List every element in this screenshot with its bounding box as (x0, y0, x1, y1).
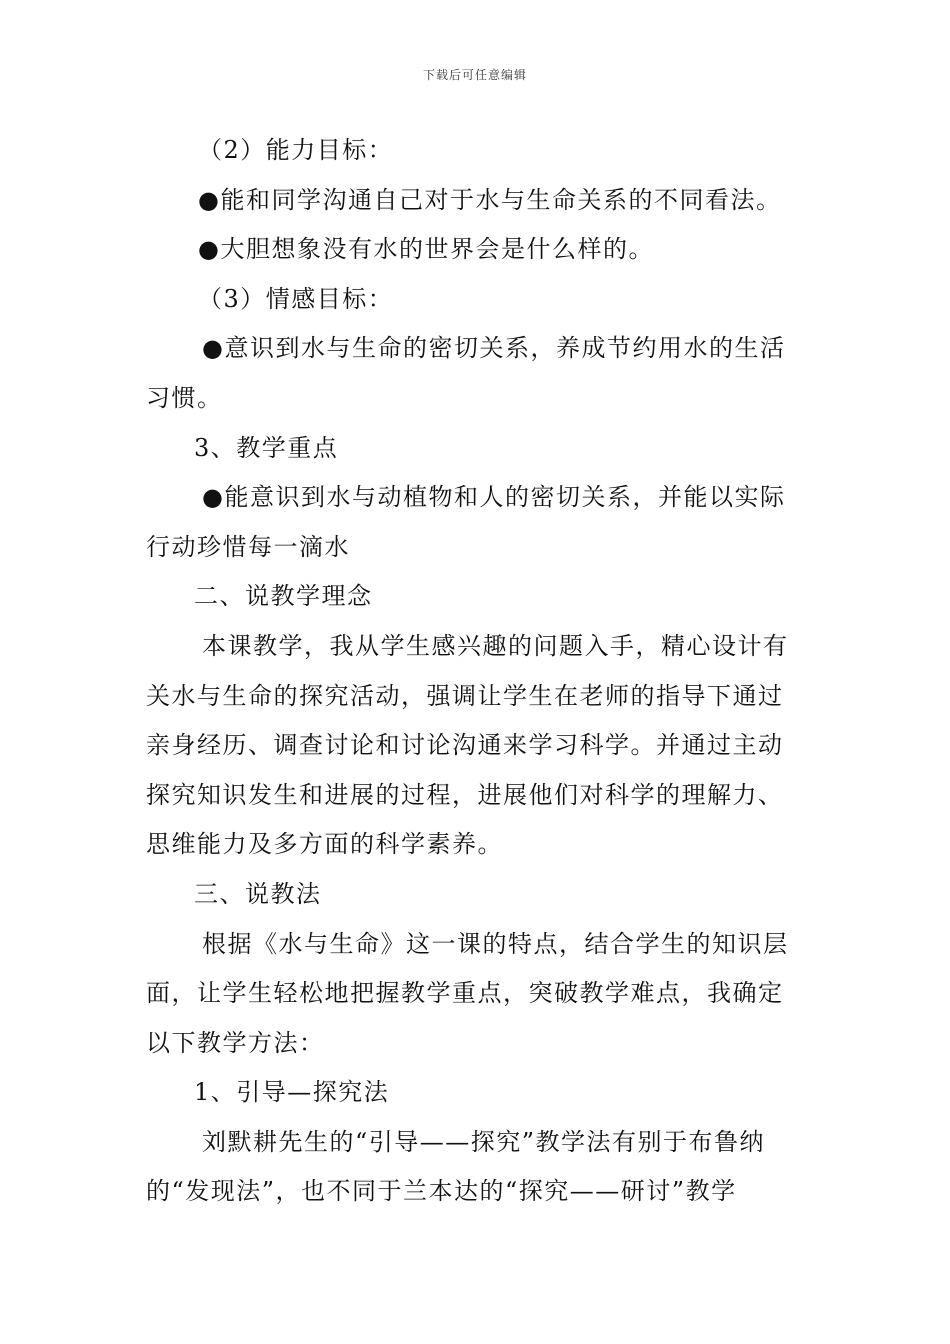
text-line: ●能和同学沟通自己对于水与生命关系的不同看法。 (198, 185, 782, 214)
document-body (146, 126, 808, 1217)
text-line: 1、引导—探究法 (194, 1078, 390, 1107)
text-line: 面，让学生轻松地把握教学重点，突破教学难点，我确定 (146, 979, 784, 1008)
text-line: 以下教学方法： (146, 1028, 325, 1057)
text-line: 习惯。 (146, 383, 223, 412)
text-line: ●意识到水与生命的密切关系，养成节约用水的生活 (202, 334, 786, 363)
text-line: 3、教学重点 (194, 433, 339, 462)
text-line: 本课教学，我从学生感兴趣的问题入手，精心设计有 (202, 631, 789, 660)
text-line: ●大胆想象没有水的世界会是什么样的。 (198, 235, 654, 264)
text-line: ●能意识到水与动植物和人的密切关系，并能以实际 (202, 483, 786, 512)
text-line: 的“发现法”，也不同于兰本达的“探究——研讨”教学 (146, 1177, 737, 1206)
text-line: 亲身经历、调查讨论和讨论沟通来学习科学。并通过主动 (146, 731, 784, 760)
text-line: 根据《水与生命》这一课的特点，结合学生的知识层 (202, 929, 789, 958)
text-line: 行动珍惜每一滴水 (146, 532, 350, 561)
text-line: 关水与生命的探究活动，强调让学生在老师的指导下通过 (146, 681, 784, 710)
text-line: 三、说教法 (194, 879, 322, 908)
text-line: （3）情感目标： (198, 284, 394, 313)
text-line: 探究知识发生和进展的过程，进展他们对科学的理解力、 (146, 780, 784, 809)
text-line: （2）能力目标： (198, 136, 394, 164)
text-line: 思维能力及多方面的科学素养。 (146, 830, 503, 859)
text-line: 刘默耕先生的“引导——探究”教学法有别于布鲁纳 (202, 1127, 766, 1156)
text-line: 二、说教学理念 (194, 582, 373, 611)
page-header-note: 下载后可任意编辑 (422, 68, 527, 82)
